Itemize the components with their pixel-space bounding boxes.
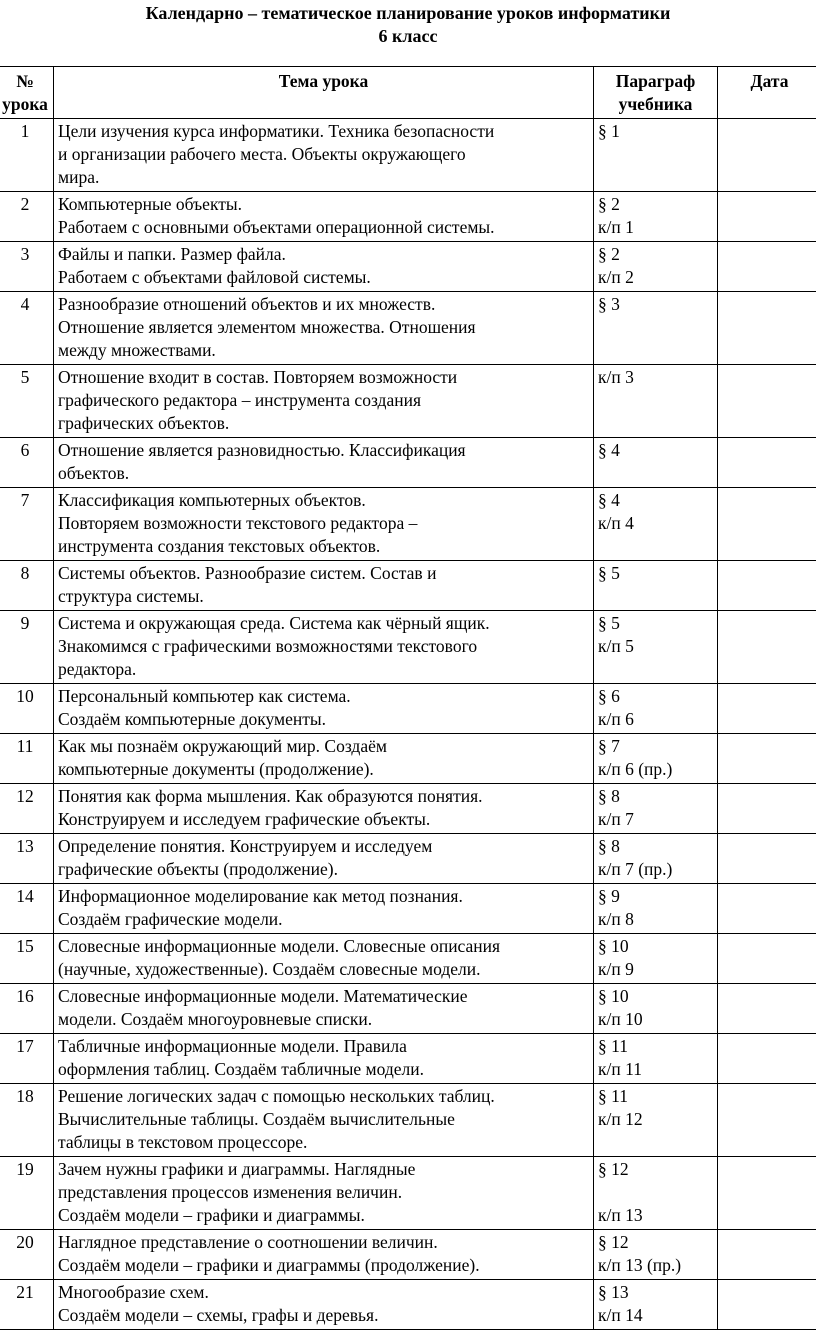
textbook-paragraph-line: § 5 [598, 562, 713, 585]
textbook-paragraph-cell [594, 611, 718, 684]
textbook-paragraph-cell [594, 1084, 718, 1157]
lesson-topic-cell [54, 365, 594, 438]
lesson-number-cell: 5 [0, 365, 54, 438]
textbook-paragraph-line: § 8 [598, 785, 713, 808]
textbook-paragraph-line: § 11 [598, 1085, 713, 1108]
date-cell[interactable] [718, 934, 816, 984]
table-row [0, 934, 816, 984]
lesson-topic-line: Классификация компьютерных объектов. [58, 489, 589, 512]
lesson-topic-line: модели. Создаём многоуровневые списки. [58, 1008, 589, 1031]
lesson-topic-cell [54, 734, 594, 784]
lesson-topic-line: графических объектов. [58, 412, 589, 435]
lesson-number-cell: 18 [0, 1084, 54, 1157]
date-cell[interactable] [718, 1157, 816, 1230]
lesson-topic-line: Решение логических задач с помощью нескольких таблиц. [58, 1085, 589, 1108]
lesson-topic-line: Наглядное представление о соотношении величин. [58, 1231, 589, 1254]
lesson-number-cell: 3 [0, 242, 54, 292]
lesson-number-cell: 12 [0, 784, 54, 834]
date-cell[interactable] [718, 611, 816, 684]
lesson-topic-cell [54, 834, 594, 884]
title-line-1: Календарно – тематическое планирование уроков информатики [0, 2, 816, 25]
textbook-paragraph-line: § 10 [598, 935, 713, 958]
lesson-topic-line: Отношение входит в состав. Повторяем возможности [58, 366, 589, 389]
lesson-topic-line: Система и окружающая среда. Система как чёрный ящик. [58, 612, 589, 635]
lesson-topic-line: редактора. [58, 658, 589, 681]
lesson-topic-line: Знакомимся с графическими возможностями текстового [58, 635, 589, 658]
lesson-number-cell: 6 [0, 438, 54, 488]
lesson-number-cell: 11 [0, 734, 54, 784]
date-cell[interactable] [718, 292, 816, 365]
lesson-topic-line: Отношение является разновидностью. Классификация [58, 439, 589, 462]
lesson-topic-line: объектов. [58, 462, 589, 485]
date-cell[interactable] [718, 684, 816, 734]
date-cell[interactable] [718, 488, 816, 561]
textbook-paragraph-line: к/п 11 [598, 1058, 713, 1081]
lesson-topic-line: Конструируем и исследуем графические объекты. [58, 808, 589, 831]
textbook-paragraph-line: к/п 9 [598, 958, 713, 981]
table-row [0, 834, 816, 884]
lesson-topic-line: Системы объектов. Разнообразие систем. Состав и [58, 562, 589, 585]
lesson-topic-cell [54, 611, 594, 684]
lesson-topic-line: между множествами. [58, 339, 589, 362]
lesson-topic-cell [54, 561, 594, 611]
lesson-topic-line: Создаём модели – графики и диаграммы (продолжение). [58, 1254, 589, 1277]
lesson-topic-cell [54, 242, 594, 292]
column-header-paragraph-line2: учебника [598, 93, 713, 116]
lesson-topic-cell [54, 192, 594, 242]
lesson-topic-cell [54, 884, 594, 934]
textbook-paragraph-line: § 8 [598, 835, 713, 858]
textbook-paragraph-line: § 7 [598, 735, 713, 758]
textbook-paragraph-line: § 3 [598, 293, 713, 316]
date-cell[interactable] [718, 1084, 816, 1157]
textbook-paragraph-cell [594, 192, 718, 242]
textbook-paragraph-cell [594, 984, 718, 1034]
table-header-row [0, 67, 816, 119]
lesson-topic-line: Компьютерные объекты. [58, 193, 589, 216]
lesson-topic-line: компьютерные документы (продолжение). [58, 758, 589, 781]
lesson-topic-line: Определение понятия. Конструируем и исследуем [58, 835, 589, 858]
textbook-paragraph-line: § 4 [598, 439, 713, 462]
lesson-number-cell: 14 [0, 884, 54, 934]
textbook-paragraph-cell [594, 365, 718, 438]
lesson-topic-line: таблицы в текстовом процессоре. [58, 1131, 589, 1154]
lesson-number-cell: 8 [0, 561, 54, 611]
date-cell[interactable] [718, 192, 816, 242]
title-line-2: 6 класс [0, 25, 816, 48]
column-header-paragraph [594, 67, 718, 119]
lesson-topic-line: Понятия как форма мышления. Как образуются понятия. [58, 785, 589, 808]
date-cell[interactable] [718, 561, 816, 611]
textbook-paragraph-cell [594, 934, 718, 984]
lesson-topic-cell [54, 934, 594, 984]
textbook-paragraph-line: к/п 5 [598, 635, 713, 658]
textbook-paragraph-cell [594, 684, 718, 734]
lesson-topic-line: графические объекты (продолжение). [58, 858, 589, 881]
lesson-topic-line: (научные, художественные). Создаём словесные модели. [58, 958, 589, 981]
lesson-topic-line: Разнообразие отношений объектов и их множеств. [58, 293, 589, 316]
date-cell[interactable] [718, 242, 816, 292]
textbook-paragraph-line: § 6 [598, 685, 713, 708]
textbook-paragraph-line: § 12 [598, 1158, 713, 1181]
lesson-number-cell: 2 [0, 192, 54, 242]
lesson-topic-line: Зачем нужны графики и диаграммы. Наглядные [58, 1158, 589, 1181]
lesson-topic-cell [54, 488, 594, 561]
textbook-paragraph-line: § 9 [598, 885, 713, 908]
textbook-paragraph-line: § 12 [598, 1231, 713, 1254]
table-row [0, 1230, 816, 1280]
lesson-plan-table [0, 66, 816, 1330]
lesson-topic-line: мира. [58, 166, 589, 189]
lesson-number-cell: 1 [0, 119, 54, 192]
lesson-topic-line: Информационное моделирование как метод познания. [58, 885, 589, 908]
date-cell[interactable] [718, 438, 816, 488]
date-cell[interactable] [718, 1230, 816, 1280]
table-body [0, 119, 816, 1330]
table-row [0, 1157, 816, 1230]
column-header-lesson-number-line2: урока [1, 93, 49, 116]
textbook-paragraph-line: § 10 [598, 985, 713, 1008]
textbook-paragraph-cell [594, 1034, 718, 1084]
lesson-topic-line: Как мы познаём окружающий мир. Создаём [58, 735, 589, 758]
table-row [0, 561, 816, 611]
lesson-topic-line: оформления таблиц. Создаём табличные модели. [58, 1058, 589, 1081]
textbook-paragraph-cell [594, 1230, 718, 1280]
lesson-topic-line: Отношение является элементом множества. Отношения [58, 316, 589, 339]
document-title [0, 2, 816, 48]
textbook-paragraph-line: § 5 [598, 612, 713, 635]
lesson-number-cell: 7 [0, 488, 54, 561]
date-cell[interactable] [718, 884, 816, 934]
textbook-paragraph-line: к/п 12 [598, 1108, 713, 1131]
textbook-paragraph-line: к/п 4 [598, 512, 713, 535]
column-header-date: Дата [718, 67, 816, 119]
table-row [0, 684, 816, 734]
table-row [0, 984, 816, 1034]
table-row [0, 438, 816, 488]
lesson-topic-line: Словесные информационные модели. Словесные описания [58, 935, 589, 958]
textbook-paragraph-line: к/п 13 (пр.) [598, 1254, 713, 1277]
column-header-lesson-number [0, 67, 54, 119]
lesson-topic-cell [54, 1280, 594, 1330]
date-cell[interactable] [718, 1034, 816, 1084]
lesson-topic-cell [54, 119, 594, 192]
textbook-paragraph-line: к/п 7 [598, 808, 713, 831]
lesson-number-cell: 17 [0, 1034, 54, 1084]
lesson-topic-line: представления процессов изменения величин. [58, 1181, 589, 1204]
table-row [0, 611, 816, 684]
textbook-paragraph-line: к/п 8 [598, 908, 713, 931]
table-row [0, 884, 816, 934]
date-cell[interactable] [718, 984, 816, 1034]
date-cell[interactable] [718, 784, 816, 834]
lesson-topic-line: Вычислительные таблицы. Создаём вычислительные [58, 1108, 589, 1131]
textbook-paragraph-cell [594, 884, 718, 934]
lesson-topic-line: Создаём графические модели. [58, 908, 589, 931]
lesson-topic-cell [54, 684, 594, 734]
date-cell[interactable] [718, 834, 816, 884]
textbook-paragraph-line: § 13 [598, 1281, 713, 1304]
table-row [0, 242, 816, 292]
lesson-number-cell: 15 [0, 934, 54, 984]
lesson-topic-cell [54, 984, 594, 1034]
textbook-paragraph-line: к/п 14 [598, 1304, 713, 1327]
textbook-paragraph-line: § 1 [598, 120, 713, 143]
table-row [0, 1084, 816, 1157]
textbook-paragraph-line: к/п 10 [598, 1008, 713, 1031]
textbook-paragraph-cell [594, 734, 718, 784]
lesson-topic-line: графического редактора – инструмента создания [58, 389, 589, 412]
lesson-topic-line: Создаём модели – схемы, графы и деревья. [58, 1304, 589, 1327]
lesson-topic-line: Табличные информационные модели. Правила [58, 1035, 589, 1058]
date-cell[interactable] [718, 734, 816, 784]
textbook-paragraph-line: § 11 [598, 1035, 713, 1058]
lesson-topic-cell [54, 1157, 594, 1230]
table-row [0, 488, 816, 561]
date-cell[interactable] [718, 119, 816, 192]
textbook-paragraph-line: к/п 3 [598, 366, 713, 389]
textbook-paragraph-line: к/п 2 [598, 266, 713, 289]
textbook-paragraph-line: к/п 13 [598, 1204, 713, 1227]
lesson-topic-cell [54, 292, 594, 365]
textbook-paragraph-line: § 4 [598, 489, 713, 512]
table-row [0, 192, 816, 242]
lesson-topic-line: Повторяем возможности текстового редактора – [58, 512, 589, 535]
lesson-topic-cell [54, 1230, 594, 1280]
lesson-number-cell: 9 [0, 611, 54, 684]
lesson-topic-line: структура системы. [58, 585, 589, 608]
column-header-lesson-number-line1: № [1, 70, 49, 93]
textbook-paragraph-cell [594, 1280, 718, 1330]
textbook-paragraph-cell [594, 1157, 718, 1230]
lesson-topic-line: Многообразие схем. [58, 1281, 589, 1304]
lesson-topic-line: Словесные информационные модели. Математические [58, 985, 589, 1008]
table-row [0, 1034, 816, 1084]
lesson-number-cell: 4 [0, 292, 54, 365]
lesson-topic-line: Создаём модели – графики и диаграммы. [58, 1204, 589, 1227]
lesson-topic-cell [54, 438, 594, 488]
lesson-topic-line: Файлы и папки. Размер файла. [58, 243, 589, 266]
lesson-topic-line: Работаем с основными объектами операционной системы. [58, 216, 589, 239]
lesson-topic-cell [54, 1034, 594, 1084]
textbook-paragraph-line: к/п 6 (пр.) [598, 758, 713, 781]
table-row [0, 734, 816, 784]
date-cell[interactable] [718, 1280, 816, 1330]
textbook-paragraph-line: к/п 6 [598, 708, 713, 731]
table-row [0, 784, 816, 834]
textbook-paragraph-line: к/п 1 [598, 216, 713, 239]
textbook-paragraph-line [598, 1181, 713, 1204]
lesson-number-cell: 19 [0, 1157, 54, 1230]
lesson-number-cell: 21 [0, 1280, 54, 1330]
textbook-paragraph-cell [594, 242, 718, 292]
lesson-topic-cell [54, 784, 594, 834]
lesson-topic-line: и организации рабочего места. Объекты окружающего [58, 143, 589, 166]
lesson-number-cell: 16 [0, 984, 54, 1034]
lesson-topic-cell [54, 1084, 594, 1157]
lesson-topic-line: Работаем с объектами файловой системы. [58, 266, 589, 289]
textbook-paragraph-line: § 2 [598, 243, 713, 266]
textbook-paragraph-cell [594, 488, 718, 561]
textbook-paragraph-cell [594, 438, 718, 488]
column-header-topic: Тема урока [54, 67, 594, 119]
date-cell[interactable] [718, 365, 816, 438]
table-row [0, 365, 816, 438]
textbook-paragraph-line: § 2 [598, 193, 713, 216]
lesson-topic-line: Цели изучения курса информатики. Техника безопасности [58, 120, 589, 143]
lesson-topic-line: Создаём компьютерные документы. [58, 708, 589, 731]
lesson-number-cell: 13 [0, 834, 54, 884]
column-header-paragraph-line1: Параграф [598, 70, 713, 93]
lesson-topic-line: Персональный компьютер как система. [58, 685, 589, 708]
table-row [0, 292, 816, 365]
textbook-paragraph-cell [594, 292, 718, 365]
textbook-paragraph-cell [594, 119, 718, 192]
lesson-number-cell: 20 [0, 1230, 54, 1280]
lesson-topic-line: инструмента создания текстовых объектов. [58, 535, 589, 558]
textbook-paragraph-line: к/п 7 (пр.) [598, 858, 713, 881]
textbook-paragraph-cell [594, 561, 718, 611]
table-row [0, 119, 816, 192]
textbook-paragraph-cell [594, 784, 718, 834]
lesson-number-cell: 10 [0, 684, 54, 734]
table-row [0, 1280, 816, 1330]
textbook-paragraph-cell [594, 834, 718, 884]
